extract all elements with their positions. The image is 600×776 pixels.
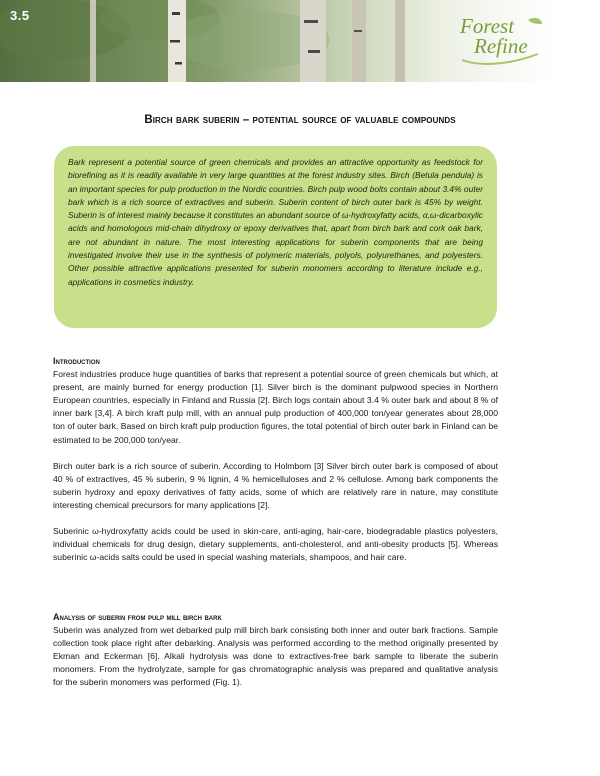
- logo-text-forest: Forest: [460, 14, 515, 38]
- section-heading: Analysis of suberin from pulp mill birch bark: [53, 612, 222, 622]
- paragraph: Forest industries produce huge quantities of barks that represent a potential source of green chemicals but which, at present, are mainly burned for energy production [1]. Silver birch is the dominant pulpwood species in Northern European countries, especially in Finland and Russia [2]. Birch logs contain about 3.4 % outer bark and about 8 % of inner bark [3,4]. A birch kraft pulp mill, with an annual pulp production of 400,000 ton/year generates about 28,000 ton of outer bark. Based on birch kraft pulp production figures, the total potential of birch outer bark in Finland can be estimated to be 200,000 ton/year.: [53, 369, 498, 445]
- header-banner: [0, 0, 600, 82]
- paragraph: Suberin was analyzed from wet debarked pulp mill birch bark consisting both inner and outer bark fractions. Sample collection took place right after debarking. Analysis was performed according to the method originally presented by Ekman and Eckerman [6]. Alkali hydrolysis was done to extractives-free bark sample to liberate the suberin monomers. From the hydrolyzate, sample for gas chromatographic analysis was prepared and qualitative analysis for the suberin monomers was performed (Fig. 1).: [53, 625, 498, 688]
- logo-text-refine: Refine: [474, 34, 528, 58]
- section-number: 3.5: [10, 8, 30, 23]
- page-title: Birch bark suberin – potential source of valuable compounds: [144, 114, 456, 126]
- paragraph: Suberinic ω-hydroxyfatty acids could be used in skin-care, anti-aging, hair-care, biodegradable plastics polyesters, individual chemicals for drug design, dietary supplements, anti-cholesterol, and anti-obesity products [5]. Whereas suberinic ω-acids salts could be used in special washing materials, shampoos, and hair care.: [53, 526, 498, 563]
- section-heading: Introduction: [53, 356, 100, 366]
- section-introduction: [53, 355, 498, 564]
- section-analysis: [53, 611, 498, 690]
- paragraph: Birch outer bark is a rich source of suberin. According to Holmbom [3] Silver birch outer bark is composed of about 40 % of extractives, 45 % suberin, 9 % lignin, 4 % hemicelluloses and 2 % cellulose. Among bark components the suberin hydroxy and epoxy derivatives of fatty acids, some of which are relatively rare in nature, may constitute interesting chemical precursors for many applications [2].: [53, 460, 498, 510]
- forest-refine-logo: [458, 14, 544, 70]
- abstract-box: Bark represent a potential source of green chemicals and provides an attractive opportunity as feedstock for biorefining as it is readily available in very large quantities at the forest industry sites. Birch (Betula pendula) is an important species for pulp production in the Nordic countries. Birch pulp wood bolts contain about 3.4% outer bark which is a rich source of extractives and suberin. Suberin content of birch outer bark is 45% by weight. Suberin is of interest mainly because it constitutes an abundant source of ω-hydroxyfatty acids, α,ω-dicarboxylic acids and homologous mid-chain dihydroxy or epoxy derivatives that, apart from birch bark and cork oak bark, are not abundant in nature. The most interesting applications for suberin components that are being investigated involve their use in the synthesis of polymeric materials, polyols, polyurethanes, and polyesters. Other possible attractive applications presented for suberin monomers according to literature include e.g., applications in cosmetics industry.: [54, 146, 497, 328]
